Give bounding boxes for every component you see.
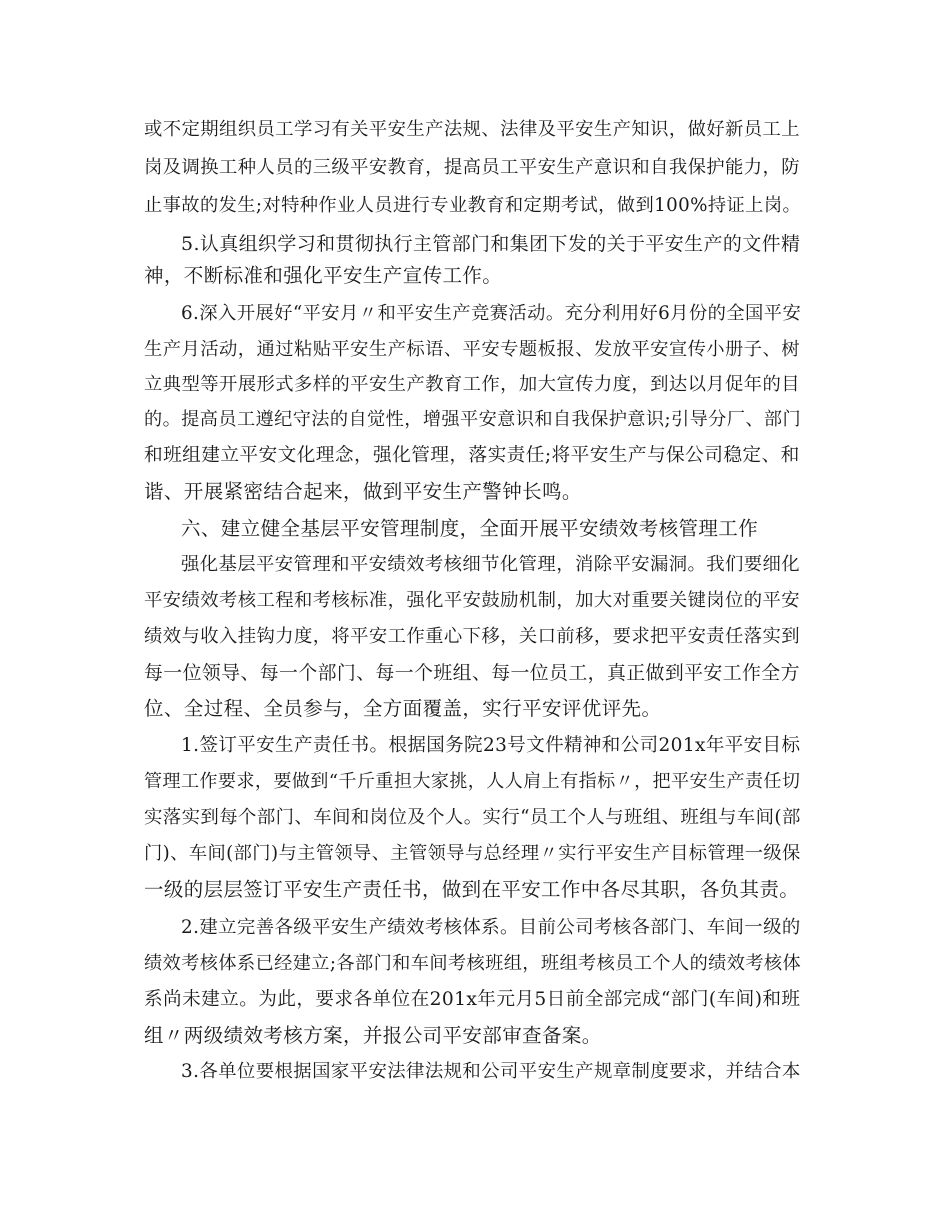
- text-line: 止事故的发生;对特种作业人员进行专业教育和定期考试，做到100%持证上岗。: [144, 195, 802, 216]
- text-line: 强化基层平安管理和平安绩效考核细节化管理，消除平安漏洞。我们要细化: [181, 554, 801, 575]
- text-line: 平安绩效考核工程和考核标准，强化平安鼓励机制，加大对重要关键岗位的平安: [144, 590, 801, 611]
- text-line: 位、全过程、全员参与，全方面覆盖，实行平安评优评先。: [144, 697, 662, 720]
- text-line: 和班组建立平安文化理念，强化管理，落实责任;将平安生产与保公司稳定、和: [144, 445, 800, 466]
- text-line: 3.各单位要根据国家平安法律法规和公司平安生产规章制度要求，并结合本: [181, 1061, 801, 1082]
- text-line: 1.签订平安生产责任书。根据国务院23号文件精神和公司201x年平安目标: [181, 735, 801, 756]
- text-line: 5.认真组织学习和贯彻执行主管部门和集团下发的关于平安生产的文件精: [181, 233, 801, 255]
- text-line: 生产月活动，通过粘贴平安生产标语、平安专题板报、发放平安宣传小册子、树: [144, 339, 801, 360]
- text-line: 管理工作要求，要做到“千斤重担大家挑，人人肩上有指标〃，把平安生产责任切: [144, 771, 801, 792]
- text-line: 一级的层层签订平安生产责任书，做到在平安工作中各尽其职，各负其责。: [144, 878, 800, 901]
- text-line: 系尚未建立。为此，要求各单位在201x年元月5日前全部完成“部门(车间)和班: [144, 989, 801, 1010]
- text-line: 每一位领导、每一个部门、每一个班组、每一位员工，真正做到平安工作全方: [144, 662, 800, 684]
- text-line: 2.建立完善各级平安生产绩效考核体系。目前公司考核各部门、车间一级的: [181, 917, 801, 938]
- text-line: 门)、车间(部门)与主管领导、主管领导与总经理〃实行平安生产目标管理一级保: [144, 843, 801, 864]
- text-line: 岗及调换工种人员的三级平安教育，提高员工平安生产意识和自我保护能力，防: [144, 157, 801, 178]
- text-line: 绩效考核体系已经建立;各部门和车间考核班组，班组考核员工个人的绩效考核体: [144, 953, 802, 974]
- text-line: 绩效与收入挂钩力度，将平安工作重心下移，关口前移，要求把平安责任落实到: [144, 626, 801, 647]
- text-line: 组〃两级绩效考核方案，并报公司平安部审查备案。: [144, 1024, 602, 1047]
- text-line: 谐、开展紧密结合起来，做到平安生产警钟长鸣。: [144, 480, 582, 503]
- text-line: 的。提高员工遵纪守法的自觉性，增强平安意识和自我保护意识;引导分厂、部门: [144, 409, 802, 430]
- text-line: 实落实到每个部门、车间和岗位及个人。实行“员工个人与班组、班组与车间(部: [144, 807, 801, 828]
- text-line: 神，不断标准和强化平安生产宣传工作。: [144, 264, 503, 287]
- text-line: 立典型等开展形式多样的平安生产教育工作，加大宣传力度，到达以月促年的目: [144, 374, 801, 395]
- text-line: 6.深入开展好“平安月〃和平安生产竞赛活动。充分利用好6月份的全国平安: [181, 303, 802, 324]
- text-line: 或不定期组织员工学习有关平安生产法规、法律及平安生产知识，做好新员工上: [144, 119, 801, 140]
- section-heading: 六、建立健全基层平安管理制度，全面开展平安绩效考核管理工作: [181, 517, 759, 540]
